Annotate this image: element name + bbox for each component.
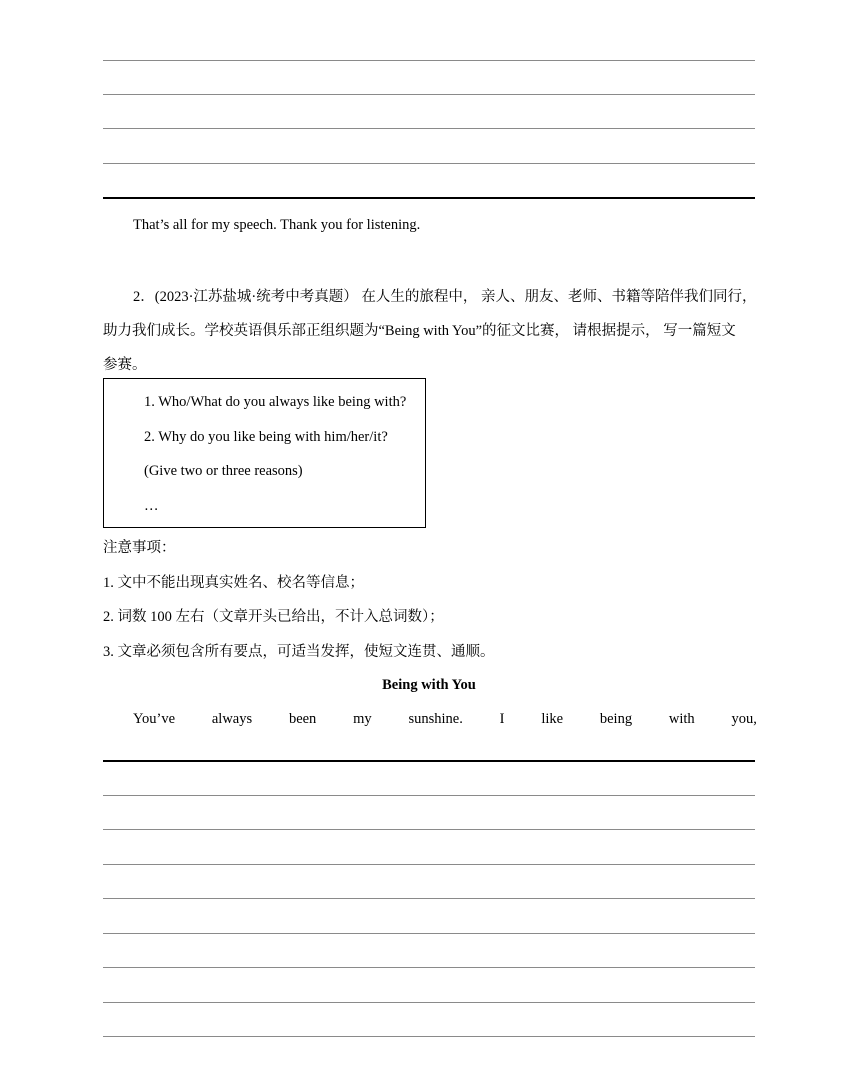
writing-line [103,967,755,968]
question-2-text [103,287,759,389]
essay-title: Being with You [382,677,476,693]
note-item: 1. 文中不能出现真实姓名、校名等信息； [103,575,364,591]
writing-line [103,795,755,796]
closing-line: That’s all for my speech. Thank you for listening. [133,217,421,233]
writing-line [103,829,755,830]
question-2-line-2: 助力我们成长。学校英语俱乐部正组织题为“Being with You”的征文比赛， 请根据提示， 写一篇短文 [103,323,736,339]
writing-line [103,864,755,865]
opening-word: been [288,711,317,727]
opening-word: I [499,711,505,727]
writing-line [103,898,755,899]
opening-word: being [599,711,633,727]
opening-word: always [211,711,253,727]
question-2-line-3: 参赛。 [103,357,147,373]
prompt-box [103,378,426,528]
prompt-item: (Give two or three reasons) [144,463,303,479]
writing-line [103,933,755,934]
opening-word: like [541,711,564,727]
opening-word: sunshine. [408,711,463,727]
answer-line [103,163,755,164]
opening-word: you, [731,711,757,727]
answer-line [103,197,755,199]
essay-opening [133,711,757,728]
writing-line [103,1002,755,1003]
notes-heading: 注意事项： [103,540,176,556]
opening-word: my [353,711,372,727]
opening-word: You’ve [133,711,176,727]
prompt-item: 1. Who/What do you always like being with? [144,394,407,410]
prompt-item: 2. Why do you like being with him/her/it? [144,429,388,445]
question-2-line-1: 2．(2023·江苏盐城·统考中考真题） 在人生的旅程中， 亲人、朋友、老师、书籍等陪伴我们同行， [133,289,757,305]
answer-line [103,60,755,61]
note-item: 3. 文章必须包含所有要点，可适当发挥，使短文连贯、通顺。 [103,644,495,660]
answer-line [103,94,755,95]
answer-line [103,128,755,129]
note-item: 2. 词数 100 左右（文章开头已给出，不计入总词数）； [103,609,444,625]
writing-line [103,1036,755,1037]
opening-word: with [668,711,695,727]
writing-line [103,760,755,762]
prompt-item: … [144,498,159,514]
